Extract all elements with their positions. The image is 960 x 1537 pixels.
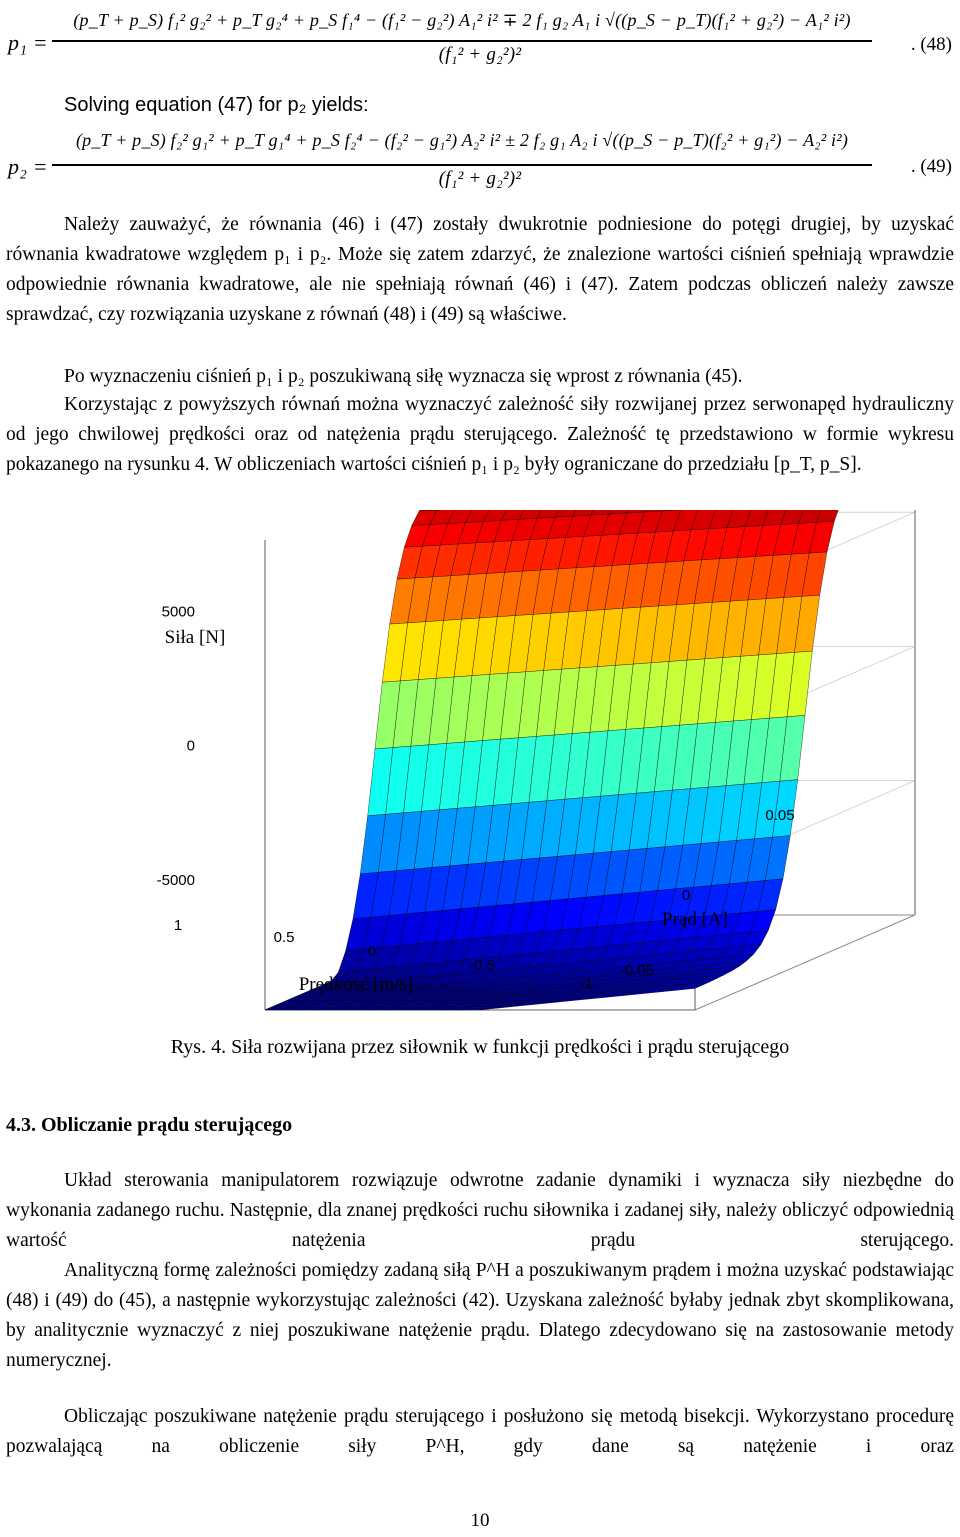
- equation-48: [4, 6, 956, 76]
- equation-49-numerator: (p_T + p_S) f₂² g₁² + p_T g₁⁴ + p_S f₂⁴ − (f₂² − g₁²) A₂² i² ± 2 f₂ g₁ A₂ i √((p_S − p_T)(f₂² + g₁²) − A₂² i²): [75, 130, 849, 150]
- z-axis-label: Siła [N]: [164, 627, 226, 648]
- equation-48-denominator: (f₁² + g₂²)²: [438, 44, 522, 65]
- y-tick-label: 0.05: [765, 807, 795, 824]
- equation-49-number: . (49): [910, 156, 952, 177]
- paragraph-5: Analityczną formę zależności pomiędzy zadaną siłą P^H a poszukiwanym prądem i można uzyskać podstawiając (48) i (49) do (45), a następnie wykorzystując zależności (42). Uzyskana zależność byłaby jednak zbyt skomplikowana, by analitycznie wyznaczyć z niej poszukiwane natężenie prądu. Dlatego zdecydowano się na zastosowanie metody numerycznej.: [6, 1260, 954, 1371]
- paragraph-3: Korzystając z powyższych równań można wyznaczyć zależność siły rozwijanej przez serwonapęd hydrauliczny od jego chwilowej prędkości oraz od natężenia prądu sterującego. Zależność tę przedstawiono w formie wykresu pokazanego na rysunku 4. W obliczeniach wartości ciśnień p₁ i p₂ były ograniczane do przedziału [p_T, p_S].: [6, 394, 954, 475]
- equation-49-denominator: (f₁² + g₂²)²: [438, 168, 522, 189]
- paragraph-6: Obliczając poszukiwane natężenie prądu sterującego i posłużono się metodą bisekcji. Wykorzystano procedurę pozwalającą na obliczenie siły P^H, gdy dane są natężenie i oraz: [6, 1406, 954, 1457]
- z-tick-label: 0: [186, 737, 195, 755]
- x-tick-label: -0.5: [469, 957, 495, 974]
- surface-patches: [265, 510, 915, 1010]
- equation-48-numerator: (p_T + p_S) f₁² g₂² + p_T g₂⁴ + p_S f₁⁴ − (f₁² − g₂²) A₁² i² ∓ 2 f₁ g₂ A₁ i √((p_S − p_T)(f₁² + g₂²) − A₁² i²): [73, 10, 851, 30]
- y-tick-label: 0: [681, 887, 691, 904]
- y-axis-label: Prąd [A]: [662, 909, 728, 930]
- x-axis-label: Prędkość [m/s]: [298, 974, 414, 995]
- equation-49-lhs: p₂ =: [8, 154, 48, 179]
- equation-49-fraction-bar: [52, 164, 872, 166]
- equation-48-fraction-bar: [52, 40, 872, 42]
- x-tick-label: -1: [579, 975, 593, 992]
- equation-49: [4, 126, 956, 202]
- force-surface-chart: [0, 510, 960, 1030]
- paragraph-1: Należy zauważyć, że równania (46) i (47) zostały dwukrotnie podniesione do potęgi drugiej, by uzyskać równania kwadratowe względem p₁ i p₂. Może się zatem zdarzyć, że znalezione wartości ciśnień spełniają wprawdzie odpowiednie równania kwadratowe, ale nie spełniają równań (46) i (47). Zatem podczas obliczeń należy zawsze sprawdzać, czy rozwiązania uzyskane z równań (48) i (49) są właściwe.: [6, 214, 954, 325]
- y-tick-label: -0.05: [619, 962, 655, 979]
- section-heading: 4.3. Obliczanie prądu sterującego: [6, 1114, 293, 1136]
- paragraph-4: Układ sterowania manipulatorem rozwiązuje odwrotne zadanie dynamiki i wyznacza siły niezbędne do wykonania zadanego ruchu. Następnie, dla znanej prędkości ruchu siłownika i zadanej siły, należy obliczyć odpowiednią wartość natężenia prądu sterującego.: [6, 1170, 954, 1251]
- figure-caption: Rys. 4. Siła rozwijana przez siłownik w funkcji prędkości i prądu sterującego: [170, 1036, 790, 1058]
- paragraph-2: Po wyznaczeniu ciśnień p₁ i p₂ poszukiwaną siłę wyznacza się wprost z równania (45).: [64, 366, 743, 387]
- equation-48-lhs: p₁ =: [8, 30, 48, 55]
- equation-48-number: . (48): [910, 34, 952, 55]
- x-tick-label: 1: [173, 917, 183, 934]
- x-tick-label: 0.5: [273, 929, 295, 946]
- x-tick-label: 0: [367, 943, 377, 960]
- page-number: 10: [470, 1510, 490, 1531]
- solving-line: Solving equation (47) for p₂ yields:: [64, 94, 369, 116]
- z-tick-label: 5000: [161, 603, 195, 621]
- z-tick-label: -5000: [156, 872, 195, 889]
